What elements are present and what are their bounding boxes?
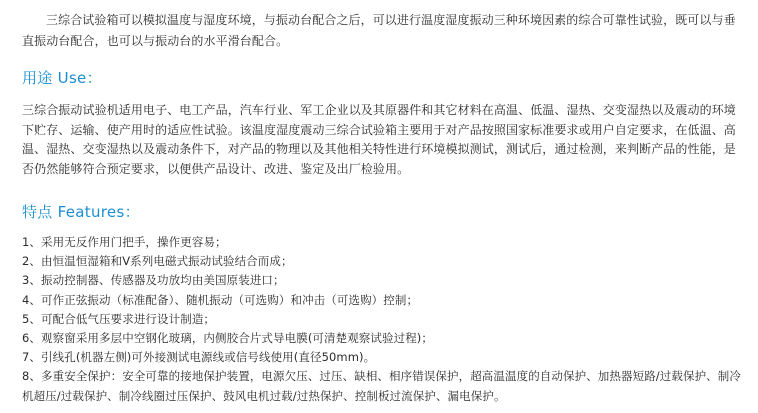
features-heading: 特点 Features： <box>22 203 140 221</box>
feature-item: 5、可配合低气压要求进行设计制造； <box>22 311 216 326</box>
feature-item: 6、观察窗采用多层中空钢化玻璃，内侧胶合片式导电膜(可清楚观察试验过程)； <box>22 331 433 346</box>
feature-list <box>22 233 750 406</box>
feature-item: 8、多重安全保护：安全可靠的接地保护装置，电源欠压、过压、缺相、相序错误保护，超高温温度的自动保护、加热器短路/过载保护、制冷机超压/过载保护、制冷线圈过压保护、鼓风电机过载/过热保护、控制板过流保护、漏电保护。 <box>22 369 741 403</box>
feature-item: 7、引线孔(机器左侧)可外接测试电源线或信号线使用(直径50mm)。 <box>22 350 376 365</box>
intro-paragraph: 三综合试验箱可以模拟温度与湿度环境，与振动台配合之后，可以进行温度湿度振动三种环境因素的综合可靠性试验，既可以与垂直振动台配合，也可以与振动台的水平滑台配合。 <box>22 13 736 48</box>
feature-item: 3、振动控制器、传感器及功放均由美国原装进口； <box>22 273 285 288</box>
feature-item: 4、可作正弦振动（标准配备）、随机振动（可选购）和冲击（可选购）控制； <box>22 292 419 307</box>
use-heading: 用途 Use： <box>22 69 102 87</box>
use-paragraph: 三综合振动试验机适用电子、电工产品，汽车行业、军工企业以及其原器件和其它材料在高温、低温、湿热、交变湿热以及震动的环境下贮存、运输、使产用时的适应性试验。该温度湿度震动三综合试验箱主要用于对产品按照国家标准要求或用户自定要求，在低温、高温、湿热、交变湿热以及震动条件下，对产品的物理以及其他相关特性进行环境模拟测试，测试后，通过检测，来判断产品的性能，是否仍然能够符合预定要求，以便供产品设计、改进、鉴定及出厂检验用。 <box>22 103 736 176</box>
feature-item: 1、采用无反作用门把手，操作更容易； <box>22 235 227 249</box>
feature-item: 2、由恒温恒湿箱和V系列电磁式振动试验结合而成； <box>22 254 293 269</box>
